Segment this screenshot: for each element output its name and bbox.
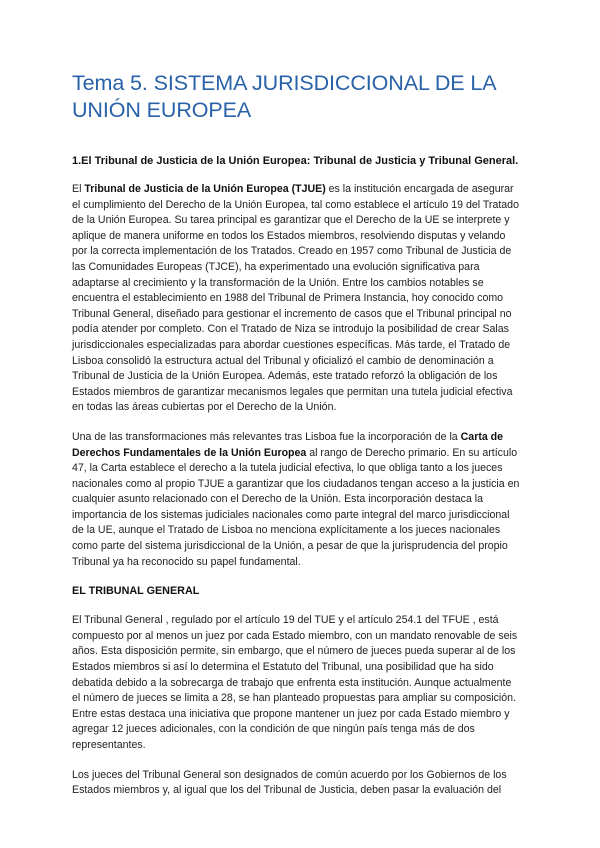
paragraph-jueces: Los jueces del Tribunal General son designados de común acuerdo por los Gobiernos de los Estados miembros y, al igual que los del Tribunal de Justicia, deben pasar la evaluación del bbox=[72, 768, 507, 797]
document-title: Tema 5. SISTEMA JURISDICCIONAL DE LA UNIÓN EUROPEA bbox=[72, 71, 496, 122]
paragraph-tjue-intro bbox=[72, 182, 522, 416]
section-heading-tjue: 1.El Tribunal de Justicia de la Unión Europea: Tribunal de Justicia y Tribunal General. bbox=[72, 155, 519, 167]
paragraph-text: Una de las transformaciones más relevantes tras Lisboa fue la incorporación de la bbox=[72, 430, 461, 443]
paragraph-tribunal-general: El Tribunal General , regulado por el artículo 19 del TUE y el artículo 254.1 del TFUE , está compuesto por al menos un juez por cada Estado miembro, con un mandato renovable de seis años. Esta disposición permite, sin embargo, que el número de jueces pueda superar al de los Estados miembros si así lo determina el Estatuto del Tribunal, una posibilidad que ha sido debatida debido a la sobrecarga de trabajo que enfrenta esta institución. Aunque actualmente el número de jueces se limita a 28, se han planteado propuestas para ampliar su composición. Entre estas destaca una iniciativa que propone mantener un juez por cada Estado miembro y agregar 12 jueces adicionales, con la condición de que ningún país tenga más de dos representantes. bbox=[72, 614, 518, 751]
section-heading-tribunal-general: EL TRIBUNAL GENERAL bbox=[72, 585, 200, 598]
bold-term-carta: Carta de Derechos Fundamentales de la Unión Europea bbox=[72, 430, 504, 459]
paragraph-text: El bbox=[72, 183, 85, 195]
paragraph-text: es la institución encargada de asegurar el cumplimiento del Derecho de la Unión Europea, tal como establece el artículo 19 del Tratado de la Unión Europea. Su tarea principal es garantizar que el Derecho de la UE se interprete y aplique de manera uniforme en todos los Estados miembros, resolviendo disputas y velando por la correcta implementación de los Tratados. Creado en 1957 como Tribunal de Justicia de las Comunidades Europeas (TJCE), ha experimentado una evolución significativa para adaptarse al crecimiento y la transformación de la Unión. Entre los cambios notables se encuentra el establecimiento en 1988 del Tribunal de Primera Instancia, hoy conocido como Tribunal General, diseñado para gestionar el incremento de casos que el Tribunal principal no podía atender por completo. Con el Tratado de Niza se introdujo la posibilidad de crear Salas jurisdiccionales especializadas para abordar cuestiones específicas. Más tarde, el Tratado de Lisboa consolidó la estructura actual del Tribunal y oficializó el cambio de denominación a Tribunal de Justicia de la Unión Europea. Además, este tratado reforzó la obligación de los Estados miembros de garantizar mecanismos legales que permitan una tutela judicial efectiva en todas las áreas cubiertas por el Derecho de la Unión. bbox=[72, 183, 519, 414]
paragraph-carta bbox=[72, 430, 522, 570]
bold-term-tjue: Tribunal de Justicia de la Unión Europea (TJUE) bbox=[84, 183, 326, 195]
paragraph-text: al rango de Derecho primario. En su artículo 47, la Carta establece el derecho a la tutela judicial efectiva, lo que obliga tanto a los jueces nacionales como al propio TJUE a garantizar que los ciudadanos tengan acceso a la justicia en cualquier asunto relacionado con el Derecho de la Unión. Esta incorporación destaca la importancia de los sistemas judiciales nacionales como parte integral del marco jurisdiccional de la UE, aunque el Tratado de Lisboa no menciona explícitamente a los jueces nacionales como parte del sistema jurisdiccional de la Unión, a pesar de que la jurisprudencia del propio Tribunal ya ha reconocido su papel fundamental. bbox=[72, 446, 520, 568]
